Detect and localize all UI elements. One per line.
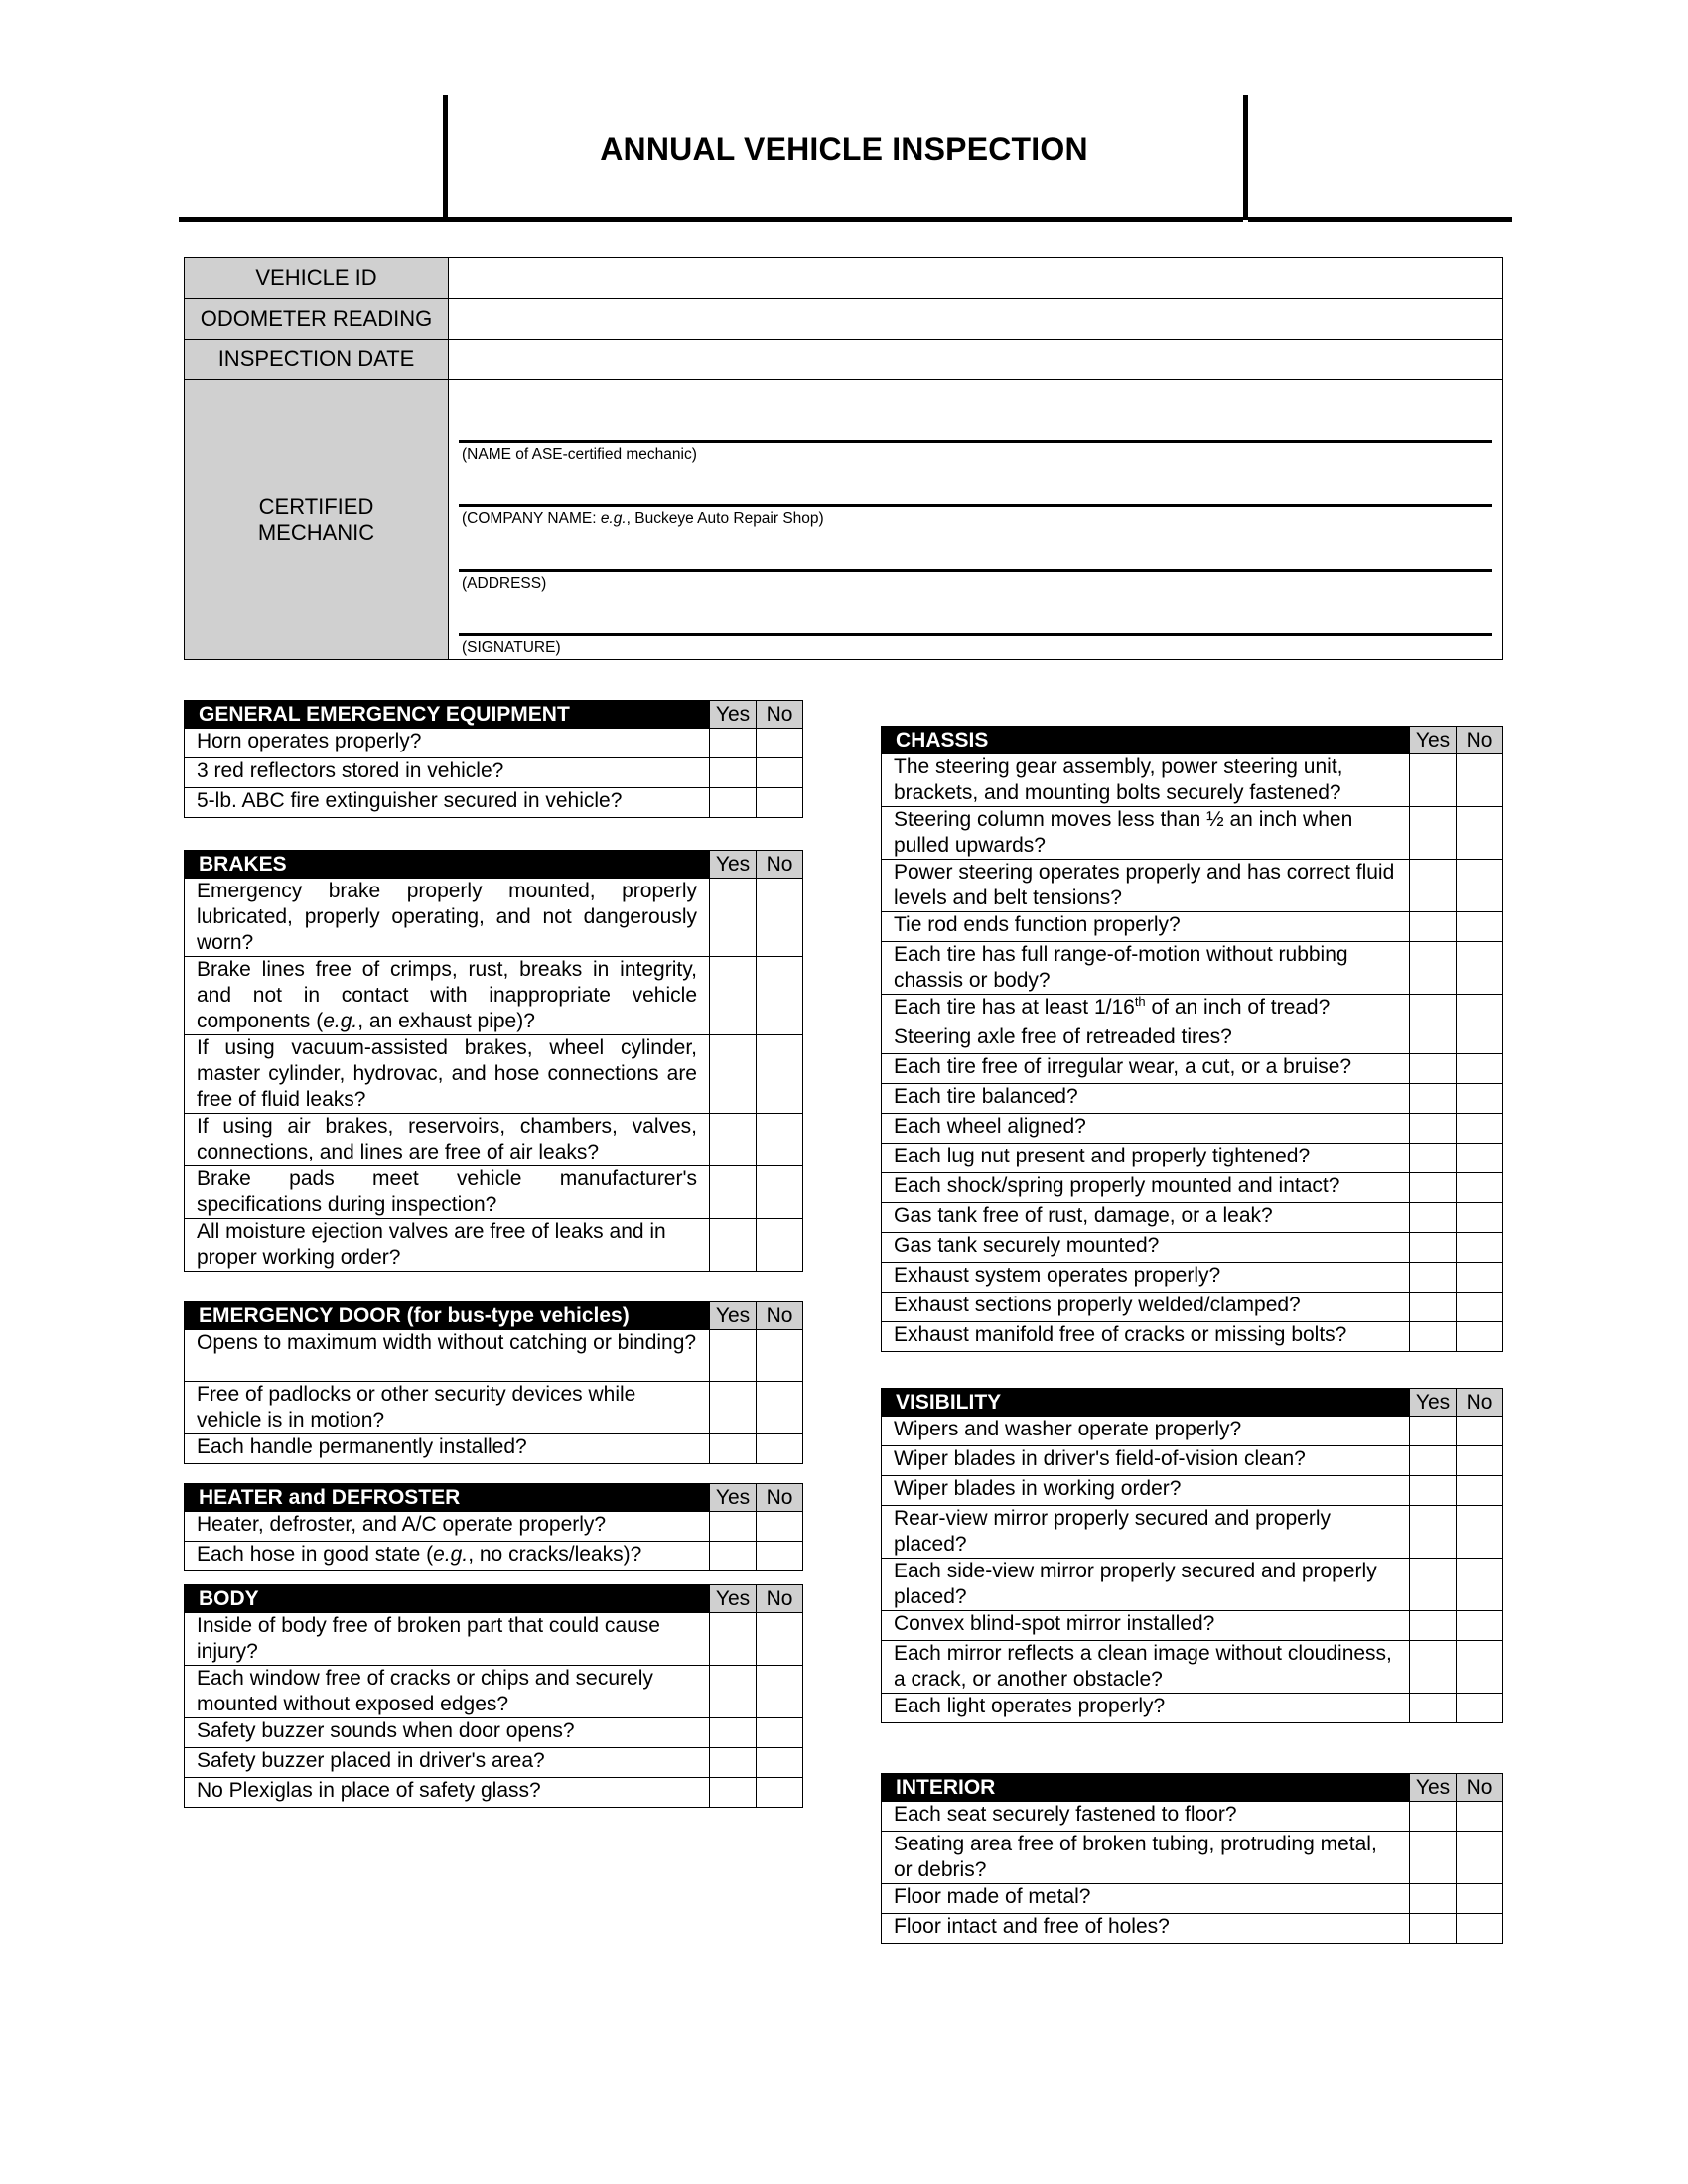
yes-header: Yes [1410, 1389, 1457, 1417]
no-checkbox[interactable] [1457, 1024, 1503, 1054]
checklist-item: Emergency brake properly mounted, properly lubricated, properly operating, and not dangerously worn? [185, 879, 710, 957]
yes-checkbox[interactable] [1410, 1084, 1457, 1114]
yes-checkbox[interactable] [710, 758, 757, 788]
yes-checkbox[interactable] [1410, 1203, 1457, 1233]
checklist-item: Convex blind-spot mirror installed? [882, 1611, 1410, 1641]
interior-section [881, 1773, 1503, 1944]
checklist-item: The steering gear assembly, power steering unit, brackets, and mounting bolts securely fastened? [882, 754, 1410, 807]
yes-checkbox[interactable] [710, 1718, 757, 1748]
checklist-item: 5-lb. ABC fire extinguisher secured in vehicle? [185, 788, 710, 818]
checklist-item: Each hose in good state (e.g., no cracks/leaks)? [185, 1542, 710, 1571]
chassis-section [881, 726, 1503, 1352]
checklist-item: Gas tank free of rust, damage, or a leak? [882, 1203, 1410, 1233]
checklist-item: Inside of body free of broken part that could cause injury? [185, 1613, 710, 1666]
yes-header: Yes [710, 1585, 757, 1613]
body-section [184, 1584, 803, 1808]
checklist-item: Each tire has at least 1/16th of an inch of tread? [882, 995, 1410, 1024]
yes-checkbox[interactable] [1410, 912, 1457, 942]
no-header: No [757, 1484, 803, 1512]
no-checkbox[interactable] [1457, 1114, 1503, 1144]
yes-checkbox[interactable] [1410, 1914, 1457, 1944]
checklist-item: Steering axle free of retreaded tires? [882, 1024, 1410, 1054]
yes-checkbox[interactable] [1410, 1506, 1457, 1559]
no-checkbox[interactable] [1457, 1476, 1503, 1506]
yes-checkbox[interactable] [1410, 1173, 1457, 1203]
no-checkbox[interactable] [1457, 1559, 1503, 1611]
no-checkbox[interactable] [757, 1613, 803, 1666]
header-rule-right [1248, 217, 1512, 222]
no-checkbox[interactable] [757, 1512, 803, 1542]
yes-checkbox[interactable] [710, 879, 757, 957]
checklist-item: All moisture ejection valves are free of leaks and in proper working order? [185, 1219, 710, 1272]
section-title: CHASSIS [882, 727, 1410, 754]
yes-checkbox[interactable] [710, 1778, 757, 1808]
certified-mechanic-block [449, 380, 1503, 660]
yes-checkbox[interactable] [710, 1382, 757, 1434]
checklist-item: Each light operates properly? [882, 1694, 1410, 1723]
yes-checkbox[interactable] [1410, 1802, 1457, 1832]
no-checkbox[interactable] [757, 1718, 803, 1748]
checklist-item: Wiper blades in driver's field-of-vision clean? [882, 1446, 1410, 1476]
yes-checkbox[interactable] [1410, 860, 1457, 912]
header-rule-center [448, 217, 1243, 222]
no-checkbox[interactable] [1457, 1446, 1503, 1476]
no-checkbox[interactable] [757, 1666, 803, 1718]
no-checkbox[interactable] [1457, 1173, 1503, 1203]
checklist-item: Brake lines free of crimps, rust, breaks in integrity, and not in contact with inappropriate vehicle components (e.g., an exhaust pipe)? [185, 957, 710, 1035]
checklist-item: Each tire free of irregular wear, a cut, or a bruise? [882, 1054, 1410, 1084]
no-checkbox[interactable] [757, 1748, 803, 1778]
yes-checkbox[interactable] [710, 1330, 757, 1382]
inspection-date-field[interactable] [449, 340, 1503, 380]
yes-checkbox[interactable] [1410, 1884, 1457, 1914]
mechanic-label-line1: CERTIFIED [258, 493, 374, 519]
no-checkbox[interactable] [1457, 1263, 1503, 1293]
checklist-item: Floor made of metal? [882, 1884, 1410, 1914]
yes-checkbox[interactable] [1410, 1611, 1457, 1641]
yes-checkbox[interactable] [1410, 1144, 1457, 1173]
no-checkbox[interactable] [1457, 1802, 1503, 1832]
section-title: INTERIOR [882, 1774, 1410, 1802]
vehicle-info-table [184, 257, 1503, 660]
company-name-line[interactable] [459, 504, 1492, 507]
section-title: EMERGENCY DOOR (for bus-type vehicles) [185, 1302, 710, 1330]
no-checkbox[interactable] [757, 1330, 803, 1382]
no-checkbox[interactable] [757, 788, 803, 818]
checklist-item: Brake pads meet vehicle manufacturer's specifications during inspection? [185, 1166, 710, 1219]
checklist-item: Wipers and washer operate properly? [882, 1417, 1410, 1446]
heater-defroster-section [184, 1483, 803, 1571]
checklist-item: Exhaust sections properly welded/clamped? [882, 1293, 1410, 1322]
brakes-section [184, 850, 803, 1272]
no-checkbox[interactable] [1457, 1322, 1503, 1352]
yes-checkbox[interactable] [1410, 1559, 1457, 1611]
checklist-item: Tie rod ends function properly? [882, 912, 1410, 942]
general-equipment-section [184, 700, 803, 818]
no-checkbox[interactable] [1457, 1054, 1503, 1084]
no-checkbox[interactable] [757, 957, 803, 1035]
no-checkbox[interactable] [1457, 912, 1503, 942]
visibility-section [881, 1388, 1503, 1723]
address-line[interactable] [459, 569, 1492, 572]
no-checkbox[interactable] [757, 1114, 803, 1166]
yes-checkbox[interactable] [1410, 1694, 1457, 1723]
checklist-item: Each handle permanently installed? [185, 1434, 710, 1464]
no-checkbox[interactable] [1457, 1832, 1503, 1884]
yes-checkbox[interactable] [710, 1512, 757, 1542]
checklist-item: Each wheel aligned? [882, 1114, 1410, 1144]
yes-checkbox[interactable] [710, 1114, 757, 1166]
odometer-field[interactable] [449, 299, 1503, 340]
inspection-date-label: INSPECTION DATE [185, 340, 449, 380]
yes-checkbox[interactable] [710, 1219, 757, 1272]
checklist-item: Steering column moves less than ½ an inch when pulled upwards? [882, 807, 1410, 860]
yes-checkbox[interactable] [710, 1166, 757, 1219]
no-checkbox[interactable] [757, 758, 803, 788]
yes-header: Yes [710, 701, 757, 729]
yes-checkbox[interactable] [1410, 1054, 1457, 1084]
no-checkbox[interactable] [757, 1219, 803, 1272]
no-checkbox[interactable] [1457, 995, 1503, 1024]
checklist-item: Safety buzzer sounds when door opens? [185, 1718, 710, 1748]
yes-checkbox[interactable] [1410, 807, 1457, 860]
emergency-door-section [184, 1301, 803, 1464]
section-title: BRAKES [185, 851, 710, 879]
vehicle-id-label: VEHICLE ID [185, 258, 449, 299]
no-checkbox[interactable] [1457, 1694, 1503, 1723]
no-checkbox[interactable] [1457, 1203, 1503, 1233]
mechanic-label-line2: MECHANIC [257, 519, 375, 545]
page-title: ANNUAL VEHICLE INSPECTION [600, 131, 1088, 167]
yes-header: Yes [710, 1484, 757, 1512]
no-checkbox[interactable] [1457, 1084, 1503, 1114]
no-checkbox[interactable] [1457, 1914, 1503, 1944]
no-checkbox[interactable] [1457, 1641, 1503, 1694]
section-title: VISIBILITY [882, 1389, 1410, 1417]
no-checkbox[interactable] [1457, 1293, 1503, 1322]
checklist-item: Seating area free of broken tubing, protruding metal, or debris? [882, 1832, 1410, 1884]
company-name-caption: (COMPANY NAME: e.g., Buckeye Auto Repair Shop) [462, 510, 824, 527]
yes-checkbox[interactable] [710, 729, 757, 758]
yes-checkbox[interactable] [1410, 1322, 1457, 1352]
yes-checkbox[interactable] [710, 957, 757, 1035]
checklist-item: Horn operates properly? [185, 729, 710, 758]
no-header: No [757, 701, 803, 729]
checklist-item: Each shock/spring properly mounted and intact? [882, 1173, 1410, 1203]
mechanic-name-line[interactable] [459, 440, 1492, 443]
checklist-item: Opens to maximum width without catching or binding? [185, 1330, 710, 1382]
no-header: No [1457, 1389, 1503, 1417]
no-checkbox[interactable] [1457, 942, 1503, 995]
certified-mechanic-label [185, 380, 449, 660]
no-checkbox[interactable] [1457, 1884, 1503, 1914]
yes-checkbox[interactable] [1410, 995, 1457, 1024]
no-checkbox[interactable] [1457, 1417, 1503, 1446]
checklist-item: Floor intact and free of holes? [882, 1914, 1410, 1944]
section-title: GENERAL EMERGENCY EQUIPMENT [185, 701, 710, 729]
checklist-item: Each window free of cracks or chips and securely mounted without exposed edges? [185, 1666, 710, 1718]
checklist-item: Power steering operates properly and has correct fluid levels and belt tensions? [882, 860, 1410, 912]
no-checkbox[interactable] [1457, 1144, 1503, 1173]
no-checkbox[interactable] [757, 1166, 803, 1219]
checklist-item: Each tire balanced? [882, 1084, 1410, 1114]
no-header: No [1457, 727, 1503, 754]
no-checkbox[interactable] [757, 1382, 803, 1434]
checklist-item: Each seat securely fastened to floor? [882, 1802, 1410, 1832]
yes-header: Yes [710, 1302, 757, 1330]
checklist-item: If using air brakes, reservoirs, chambers, valves, connections, and lines are free of air leaks? [185, 1114, 710, 1166]
mechanic-name-caption: (NAME of ASE-certified mechanic) [462, 446, 697, 463]
no-checkbox[interactable] [1457, 1506, 1503, 1559]
checklist-item: Rear-view mirror properly secured and properly placed? [882, 1506, 1410, 1559]
checklist-item: Heater, defroster, and A/C operate properly? [185, 1512, 710, 1542]
no-checkbox[interactable] [757, 729, 803, 758]
no-checkbox[interactable] [757, 1778, 803, 1808]
yes-checkbox[interactable] [1410, 1293, 1457, 1322]
checklist-item: If using vacuum-assisted brakes, wheel cylinder, master cylinder, hydrovac, and hose connections are free of fluid leaks? [185, 1035, 710, 1114]
checklist-item: Exhaust system operates properly? [882, 1263, 1410, 1293]
yes-header: Yes [710, 851, 757, 879]
yes-checkbox[interactable] [710, 1748, 757, 1778]
address-caption: (ADDRESS) [462, 575, 547, 592]
no-checkbox[interactable] [757, 1035, 803, 1114]
signature-caption: (SIGNATURE) [462, 639, 561, 656]
checklist-item: Exhaust manifold free of cracks or missing bolts? [882, 1322, 1410, 1352]
odometer-label: ODOMETER READING [185, 299, 449, 340]
checklist-item: Wiper blades in working order? [882, 1476, 1410, 1506]
header-rule-left [179, 217, 448, 222]
yes-checkbox[interactable] [1410, 1476, 1457, 1506]
yes-checkbox[interactable] [1410, 1641, 1457, 1694]
yes-checkbox[interactable] [710, 1035, 757, 1114]
yes-checkbox[interactable] [1410, 754, 1457, 807]
checklist-item: Each lug nut present and properly tightened? [882, 1144, 1410, 1173]
yes-checkbox[interactable] [1410, 1233, 1457, 1263]
no-checkbox[interactable] [757, 1542, 803, 1571]
yes-checkbox[interactable] [710, 1666, 757, 1718]
no-checkbox[interactable] [1457, 860, 1503, 912]
checklist-item: No Plexiglas in place of safety glass? [185, 1778, 710, 1808]
no-checkbox[interactable] [757, 1434, 803, 1464]
checklist-item: Each tire has full range-of-motion without rubbing chassis or body? [882, 942, 1410, 995]
vehicle-id-field[interactable] [449, 258, 1503, 299]
yes-checkbox[interactable] [710, 1434, 757, 1464]
no-header: No [757, 1585, 803, 1613]
yes-checkbox[interactable] [1410, 1114, 1457, 1144]
checklist-item: 3 red reflectors stored in vehicle? [185, 758, 710, 788]
no-header: No [1457, 1774, 1503, 1802]
yes-checkbox[interactable] [1410, 1446, 1457, 1476]
no-header: No [757, 851, 803, 879]
yes-checkbox[interactable] [710, 788, 757, 818]
yes-header: Yes [1410, 727, 1457, 754]
checklist-item: Each mirror reflects a clean image without cloudiness, a crack, or another obstacle? [882, 1641, 1410, 1694]
yes-checkbox[interactable] [1410, 1832, 1457, 1884]
no-header: No [757, 1302, 803, 1330]
yes-header: Yes [1410, 1774, 1457, 1802]
no-checkbox[interactable] [1457, 1611, 1503, 1641]
checklist-item: Safety buzzer placed in driver's area? [185, 1748, 710, 1778]
yes-checkbox[interactable] [1410, 1263, 1457, 1293]
section-title: HEATER and DEFROSTER [185, 1484, 710, 1512]
signature-line[interactable] [459, 633, 1492, 636]
section-title: BODY [185, 1585, 710, 1613]
yes-checkbox[interactable] [710, 1613, 757, 1666]
yes-checkbox[interactable] [710, 1542, 757, 1571]
no-checkbox[interactable] [1457, 1233, 1503, 1263]
checklist-item: Each side-view mirror properly secured and properly placed? [882, 1559, 1410, 1611]
header-divider-right [1243, 95, 1248, 220]
no-checkbox[interactable] [1457, 754, 1503, 807]
checklist-item: Free of padlocks or other security devices while vehicle is in motion? [185, 1382, 710, 1434]
yes-checkbox[interactable] [1410, 1024, 1457, 1054]
no-checkbox[interactable] [1457, 807, 1503, 860]
yes-checkbox[interactable] [1410, 942, 1457, 995]
no-checkbox[interactable] [757, 879, 803, 957]
checklist-item: Gas tank securely mounted? [882, 1233, 1410, 1263]
yes-checkbox[interactable] [1410, 1417, 1457, 1446]
